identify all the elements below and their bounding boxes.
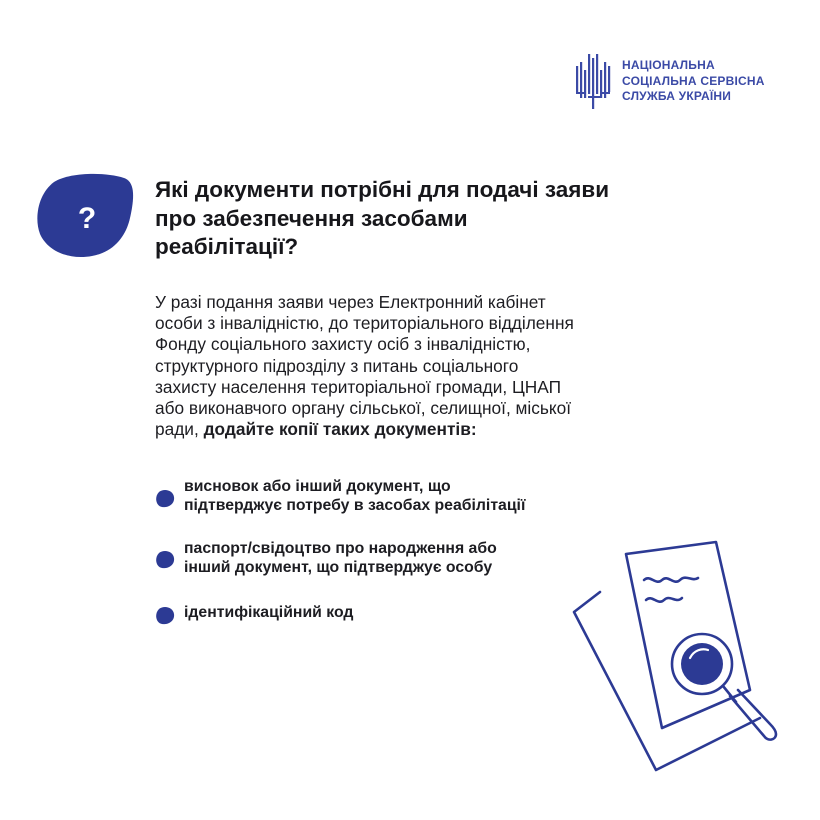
intro-line: захисту населення територіальної громади, ЦНАП (155, 376, 561, 397)
blob-bullet-icon (155, 489, 175, 508)
intro-last-prefix: ради, (155, 419, 204, 440)
documents-magnifier-illustration (560, 540, 790, 780)
list-item-text (184, 478, 525, 515)
list-item-line: ідентифікаційний код (184, 604, 354, 621)
logo-line: СЛУЖБА УКРАЇНИ (622, 89, 732, 103)
blob-bullet-icon (155, 550, 175, 569)
list-item-line: паспорт/свідоцтво про народження або (184, 540, 497, 557)
intro-line: або виконавчого органу сільської, селищної, міської (155, 398, 572, 419)
title-line: реабілітації? (155, 234, 299, 259)
nssu-trident-logo-icon (574, 52, 616, 110)
logo-text (622, 58, 765, 105)
list-item-text (184, 604, 353, 623)
intro-paragraph (155, 292, 755, 440)
intro-line (155, 419, 755, 440)
intro-emphasis: додайте копії таких документів: (203, 419, 477, 440)
logo (574, 52, 794, 112)
logo-line: НАЦІОНАЛЬНА (622, 58, 715, 72)
list-item-text (184, 540, 497, 577)
intro-line: Фонду соціального захисту осіб з інвалідністю, (155, 334, 531, 355)
list-item-line: інший документ, що підтверджує особу (184, 558, 493, 576)
blob-bullet-icon (155, 606, 175, 625)
title-line: про забезпечення засобами (155, 205, 468, 231)
page-title (155, 176, 775, 262)
list-item-line: підтверджує потребу в засобах реабілітації (184, 496, 526, 514)
question-blob-icon (36, 170, 136, 260)
logo-line: СОЦІАЛЬНА СЕРВІСНА (622, 73, 765, 88)
title-line: Які документи потрібні для подачі заяви (155, 177, 610, 202)
intro-line: структурного підрозділу з питань соціального (155, 355, 519, 376)
list-item-line: висновок або інший документ, що (184, 478, 451, 495)
intro-line: У разі подання заяви через Електронний кабінет (155, 292, 546, 312)
intro-line: особи з інвалідністю, до територіального відділення (155, 313, 574, 334)
question-mark: ? (77, 202, 97, 235)
